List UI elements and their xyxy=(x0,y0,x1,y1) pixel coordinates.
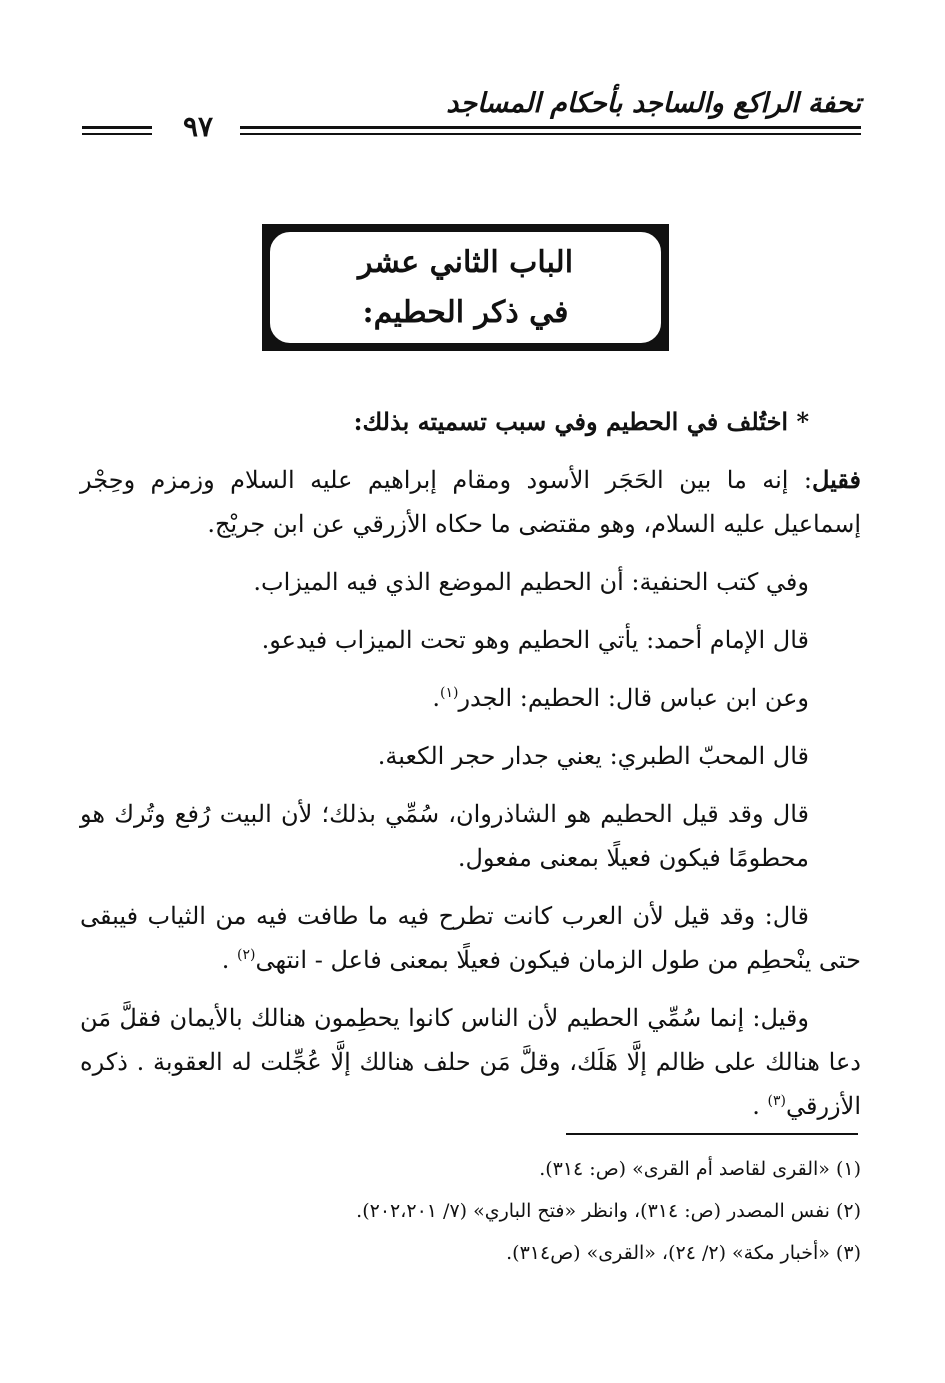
paragraph-end: . xyxy=(752,1092,768,1120)
paragraph xyxy=(80,618,861,662)
running-title: تحفة الراكع والساجد بأحكام المساجد xyxy=(446,88,861,119)
footnote-ref-3[interactable]: (٣) xyxy=(767,1093,786,1109)
header-rule-short xyxy=(82,126,152,135)
footnote-ref-1[interactable]: (١) xyxy=(439,685,459,701)
chapter-subtitle: في ذكر الحطيم: xyxy=(362,294,569,330)
paragraph-intro xyxy=(80,400,861,444)
chapter-title-frame xyxy=(262,224,669,351)
paragraph-end: . xyxy=(221,946,237,974)
paragraph-text: قال: وقد قيل لأن العرب كانت تطرح فيه ما طافت فيه من الثياب فيبقى حتى ينْحطِم من طول الزمان فيكون فعيلًا بمعنى فاعل - انتهى xyxy=(80,902,861,974)
paragraph-text: قال الإمام أحمد: يأتي الحطيم وهو تحت الميزاب فيدعو. xyxy=(261,626,809,654)
paragraph xyxy=(80,734,861,778)
footnote-ref-2[interactable]: (٢) xyxy=(236,947,256,963)
main-text xyxy=(80,400,861,1142)
paragraph xyxy=(80,458,861,546)
paragraph-text: قال وقد قيل الحطيم هو الشاذروان، سُمِّي بذلك؛ لأن البيت رُفع وتُرك هو محطومًا فيكون فعيلًا بمعنى مفعول. xyxy=(80,800,809,872)
paragraph xyxy=(80,894,861,982)
paragraph-text: وعن ابن عباس قال: الحطيم: الجدر xyxy=(458,684,809,712)
paragraph xyxy=(80,996,861,1128)
chapter-title-inner xyxy=(268,230,663,345)
paragraph xyxy=(80,676,861,720)
footnote-2: (٢) نفس المصدر (ص: ٣١٤)، وانظر «فتح الباري» (٧/ ٢٠٢،٢٠١). xyxy=(356,1200,861,1222)
page-number: ٩٧ xyxy=(182,110,214,143)
paragraph-text: وفي كتب الحنفية: أن الحطيم الموضع الذي فيه الميزاب. xyxy=(253,568,809,596)
paragraph-text: : إنه ما بين الحَجَر الأسود ومقام إبراهيم عليه السلام وزمزم وحِجْر إسماعيل عليه السلام، وهو مقتضى ما حكاه الأزرقي عن ابن جريْج. xyxy=(80,466,861,538)
paragraph-text: اختُلف في الحطيم وفي سبب تسميته بذلك: xyxy=(353,407,789,436)
paragraph-text: قال المحبّ الطبري: يعني جدار حجر الكعبة. xyxy=(377,742,809,770)
header-rule xyxy=(240,126,861,135)
paragraph xyxy=(80,792,861,880)
paragraph-end: . xyxy=(432,684,440,712)
chapter-title: الباب الثاني عشر xyxy=(357,244,574,280)
asterisk-marker: * xyxy=(796,407,809,436)
footnote-3: (٣) «أخبار مكة» (٢/ ٢٤)، «القرى» (ص٣١٤). xyxy=(506,1242,861,1264)
paragraph-text: وقيل: إنما سُمِّي الحطيم لأن الناس كانوا يحطِمون هنالك بالأيمان فقلَّ مَن دعا هنالك على ظالم إلَّا هَلَك، وقلَّ مَن حلف هنالك إلَّا عُجِّلت له العقوبة . ذكره الأزرقي xyxy=(80,1004,861,1120)
lead-word: فقيل xyxy=(811,465,861,494)
footnote-separator xyxy=(566,1133,858,1135)
paragraph xyxy=(80,560,861,604)
footnotes xyxy=(80,1148,861,1274)
footnote-1: (١) «القرى لقاصد أم القرى» (ص: ٣١٤). xyxy=(539,1158,861,1180)
